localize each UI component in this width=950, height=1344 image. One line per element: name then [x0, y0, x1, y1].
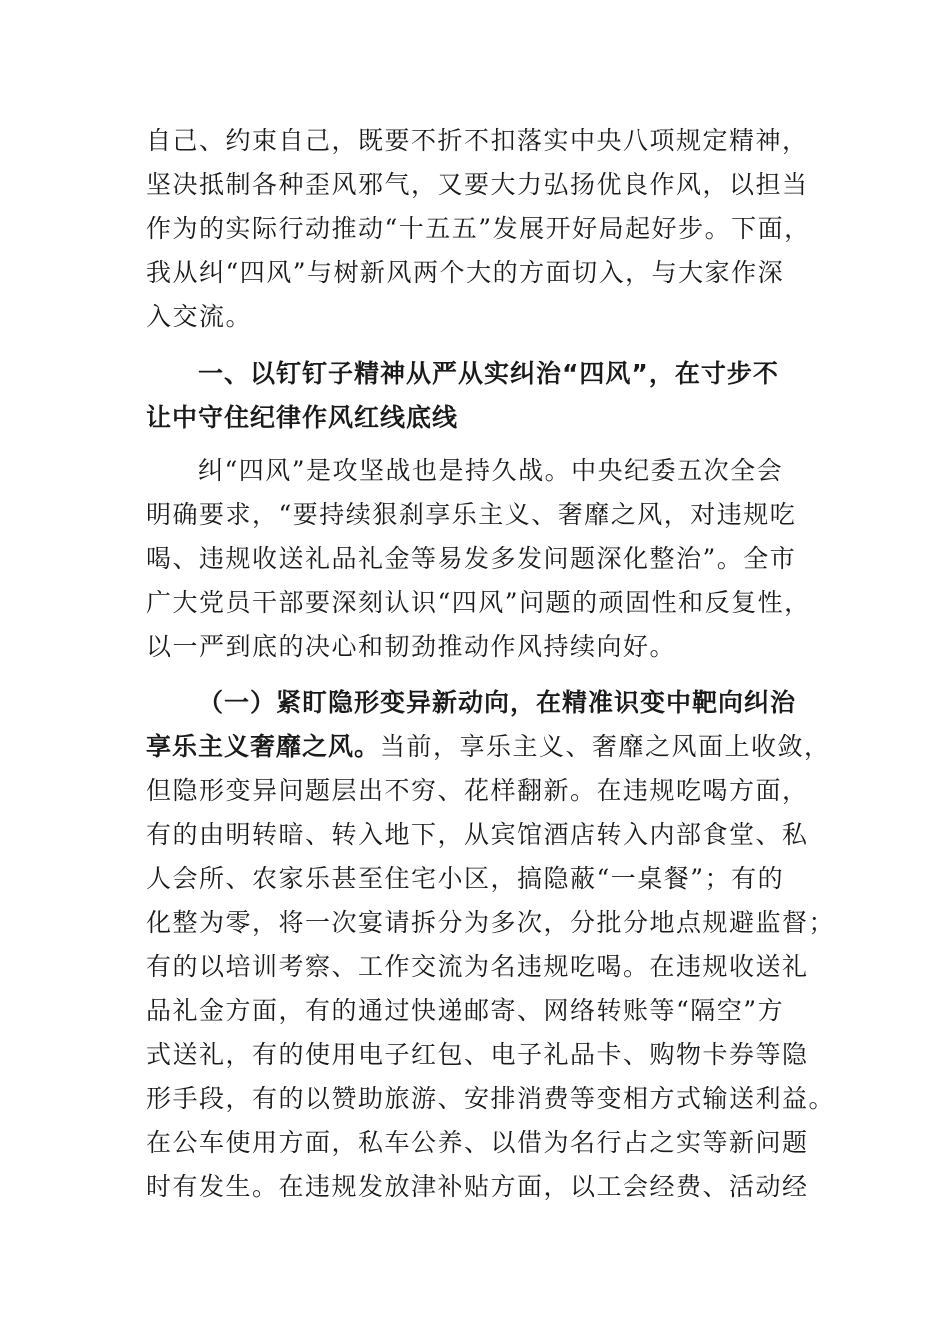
body-paragraph	[146, 449, 811, 669]
text-line: 形手段，有的以赞助旅游、安排消费等变相方式输送利益。	[146, 1084, 836, 1113]
subsection-paragraph	[146, 681, 836, 1209]
subsection-title-tail: 享乐主义奢靡之风。	[146, 732, 381, 761]
text-line: 有的以培训考察、工作交流为名违规吃喝。在违规收送礼	[146, 952, 809, 981]
section-heading	[146, 352, 806, 440]
text-line: 有的由明转暗、转入地下，从宾馆酒店转入内部食堂、私	[146, 820, 809, 849]
text-line: 作为的实际行动推动“十五五”发展开好局起好步。下面，	[146, 214, 811, 243]
text-line: 自己、约束自己，既要不折不扣落实中央八项规定精神，	[146, 126, 809, 155]
heading-line: 一、以钉钉子精神从严从实纠治“四风”，在寸步不	[198, 359, 779, 388]
text-line: 坚决抵制各种歪风邪气，又要大力弘扬优良作风，以担当	[146, 170, 809, 199]
text-line: 明确要求，“要持续狠刹享乐主义、奢靡之风，对违规吃	[146, 500, 797, 529]
text-line: 时有发生。在违规发放津补贴方面，以工会经费、活动经	[146, 1172, 809, 1201]
text-line: 我从纠“四风”与树新风两个大的方面切入，与大家作深	[146, 258, 785, 287]
text-line: 喝、违规收送礼品礼金等易发多发问题深化整治”。全市	[146, 544, 797, 573]
text-line: 但隐形变异问题层出不穷、花样翻新。在违规吃喝方面，	[146, 776, 809, 805]
text-line: 化整为零，将一次宴请拆分为多次，分批分地点规避监督；	[146, 908, 836, 937]
text-line: 广大党员干部要深刻认识“四风”问题的顽固性和反复性，	[146, 588, 811, 617]
text-line	[146, 725, 831, 769]
text-line: 品礼金方面，有的通过快递邮寄、网络转账等“隔空”方	[146, 996, 785, 1025]
text-line: 以一严到底的决心和韧劲推动作风持续向好。	[146, 632, 677, 661]
text-line: 式送礼，有的使用电子红包、电子礼品卡、购物卡券等隐	[146, 1040, 809, 1069]
text-line: 人会所、农家乐甚至住宅小区，搞隐蔽“一桌餐”；有的	[146, 864, 785, 893]
subsection-title-line: （一）紧盯隐形变异新动向，在精准识变中靶向纠治	[198, 688, 797, 717]
text-line: 在公车使用方面，私车公养、以借为名行占之实等新问题	[146, 1128, 809, 1157]
heading-line: 让中守住纪律作风红线底线	[146, 403, 459, 432]
intro-paragraph	[146, 119, 811, 339]
text-run: 当前，享乐主义、奢靡之风面上收敛，	[380, 732, 831, 761]
text-line: 纠“四风”是攻坚战也是持久战。中央纪委五次全会	[198, 456, 784, 485]
text-line: 入交流。	[146, 302, 253, 331]
